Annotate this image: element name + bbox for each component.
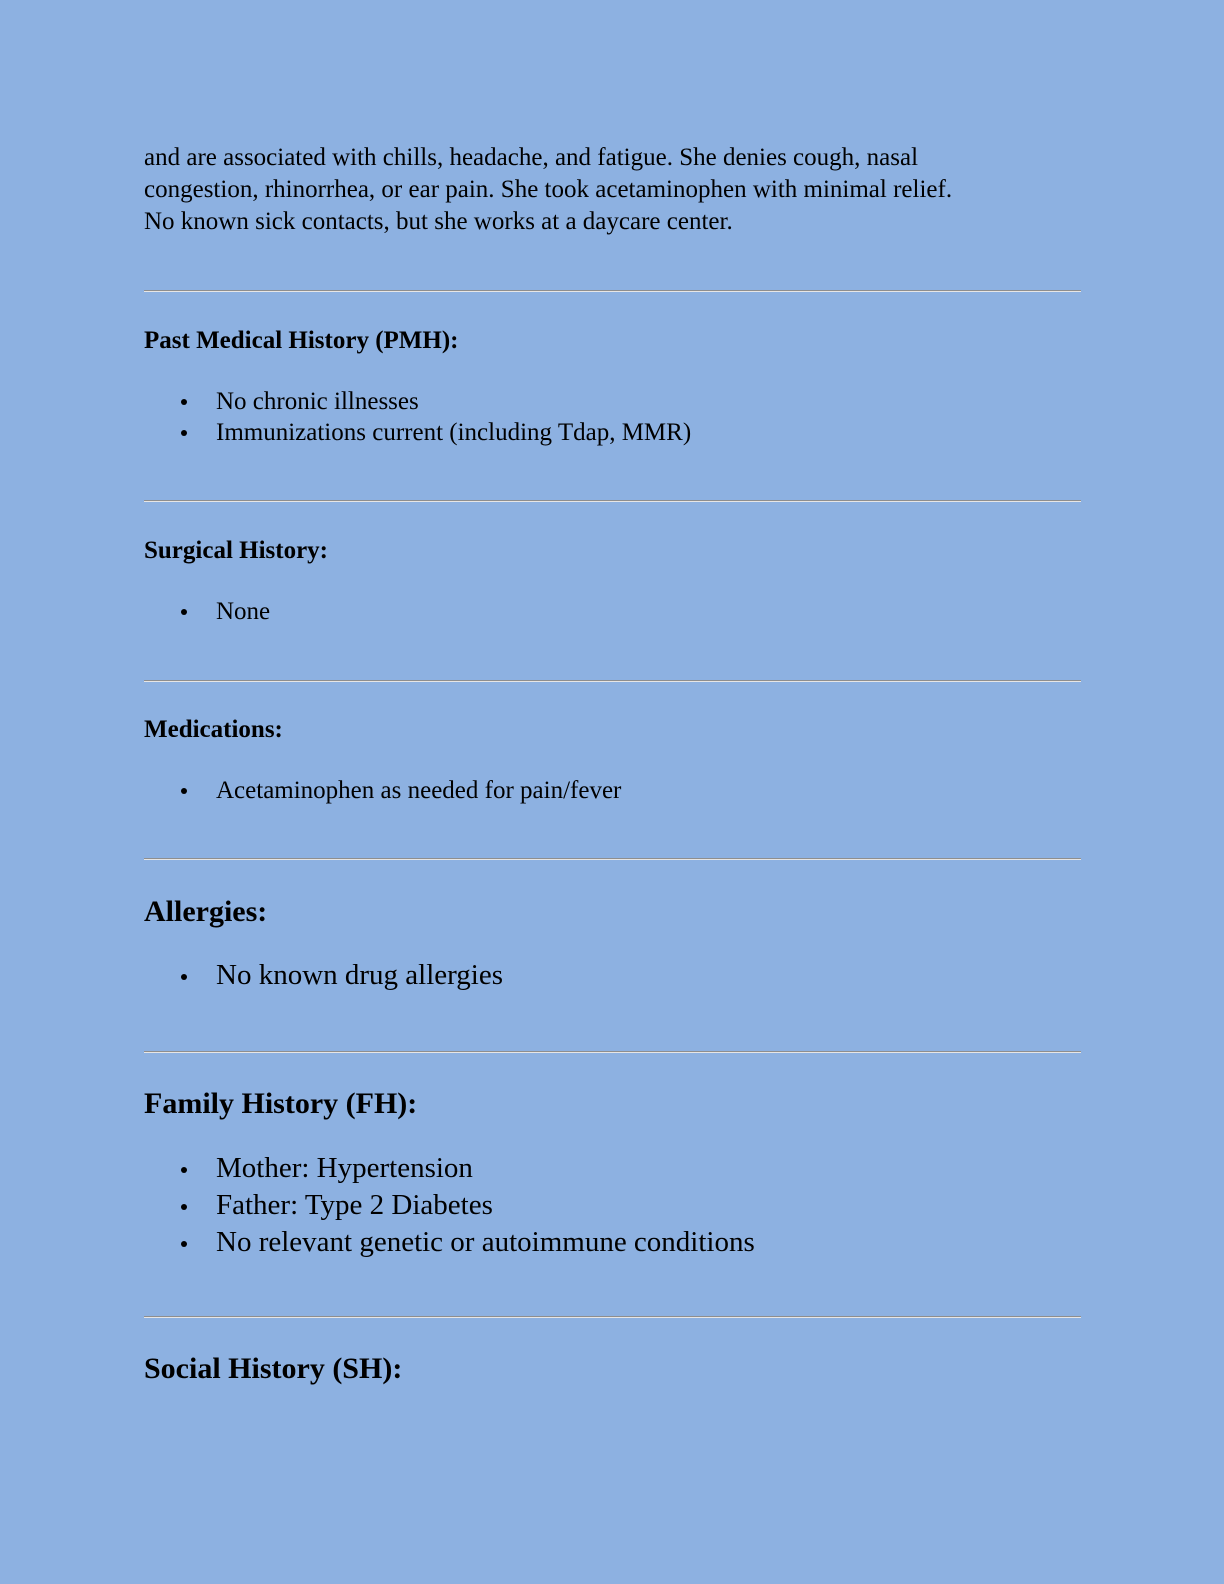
social-history-heading: Social History (SH): [144, 1352, 403, 1385]
list-item: No chronic illnesses [144, 386, 691, 417]
medications-heading: Medications: [144, 716, 283, 743]
medications-list [144, 775, 621, 806]
section-divider [144, 858, 1081, 860]
list-item: Acetaminophen as needed for pain/fever [144, 775, 621, 806]
allergies-list [144, 957, 503, 994]
section-divider [144, 1051, 1081, 1053]
section-divider [144, 1316, 1081, 1318]
intro-line-3: No known sick contacts, but she works at a daycare center. [144, 208, 733, 235]
surgical-history-heading: Surgical History: [144, 537, 329, 564]
list-item: No known drug allergies [144, 957, 503, 994]
section-divider [144, 290, 1081, 292]
surgical-history-list [144, 596, 270, 627]
list-item: No relevant genetic or autoimmune conditions [144, 1224, 755, 1261]
list-item: Mother: Hypertension [144, 1150, 755, 1187]
pmh-list [144, 386, 691, 448]
list-item: Father: Type 2 Diabetes [144, 1187, 755, 1224]
intro-line-1: and are associated with chills, headache, and fatigue. She denies cough, nasal [144, 144, 919, 171]
intro-line-2: congestion, rhinorrhea, or ear pain. She took acetaminophen with minimal relief. [144, 176, 953, 203]
family-history-heading: Family History (FH): [144, 1087, 418, 1120]
hpi-continuation-paragraph [144, 142, 1081, 238]
list-item: None [144, 596, 270, 627]
section-divider [144, 500, 1081, 502]
list-item: Immunizations current (including Tdap, MMR) [144, 417, 691, 448]
section-divider [144, 680, 1081, 682]
family-history-list [144, 1150, 755, 1261]
pmh-heading: Past Medical History (PMH): [144, 327, 459, 354]
allergies-heading: Allergies: [144, 895, 268, 928]
